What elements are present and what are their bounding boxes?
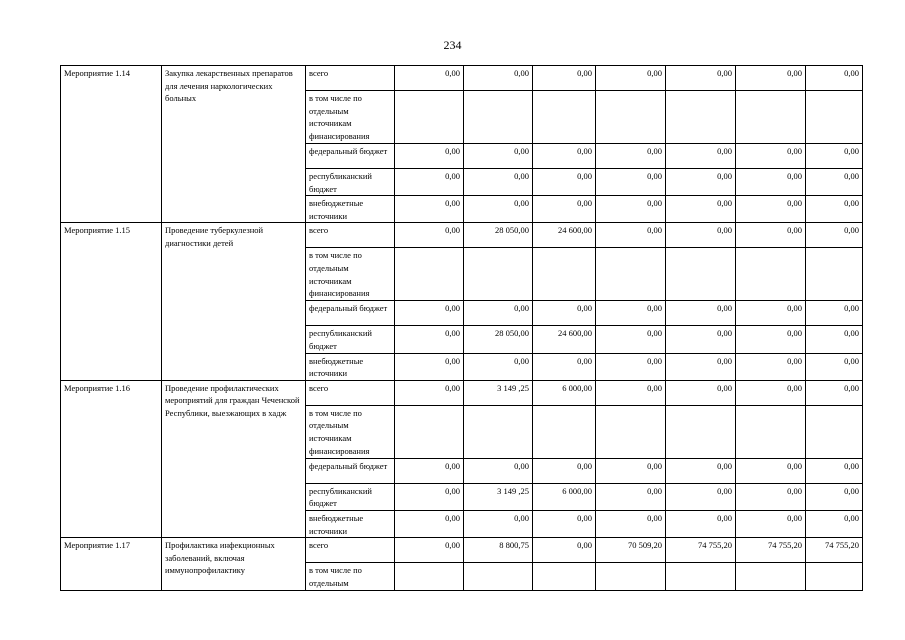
amount-cell (596, 563, 666, 591)
amount-cell: 0,00 (806, 326, 863, 353)
amount-cell (533, 91, 596, 144)
event-code-cell: Мероприятие 1.16 (61, 380, 162, 537)
amount-cell: 0,00 (395, 301, 464, 326)
amount-cell (464, 563, 533, 591)
amount-cell: 0,00 (533, 510, 596, 537)
amount-cell (806, 248, 863, 301)
amount-cell: 0,00 (533, 144, 596, 169)
amount-cell: 0,00 (736, 223, 806, 248)
amount-cell: 0,00 (596, 169, 666, 196)
amount-cell: 0,00 (666, 144, 736, 169)
event-description-cell: Профилактика инфекционных заболеваний, включая иммунопрофилактику (162, 538, 306, 591)
amount-cell: 0,00 (464, 301, 533, 326)
amount-cell: 0,00 (395, 66, 464, 91)
amount-cell (806, 405, 863, 458)
amount-cell: 74 755,20 (806, 538, 863, 563)
amount-cell: 0,00 (806, 144, 863, 169)
amount-cell: 0,00 (666, 510, 736, 537)
amount-cell: 0,00 (806, 510, 863, 537)
funding-source-cell: в том числе по отдельным источникам финансирования (306, 248, 395, 301)
amount-cell (596, 248, 666, 301)
amount-cell: 0,00 (736, 196, 806, 223)
amount-cell: 0,00 (736, 169, 806, 196)
amount-cell: 0,00 (666, 66, 736, 91)
amount-cell: 0,00 (806, 483, 863, 510)
funding-source-cell: республиканский бюджет (306, 483, 395, 510)
amount-cell: 24 600,00 (533, 326, 596, 353)
amount-cell: 70 509,20 (596, 538, 666, 563)
amount-cell (464, 405, 533, 458)
funding-source-cell: всего (306, 66, 395, 91)
amount-cell: 0,00 (395, 380, 464, 405)
event-description-cell: Проведение профилактических мероприятий для граждан Чеченской Республики, выезжающих в хадж (162, 380, 306, 537)
funding-source-cell: республиканский бюджет (306, 326, 395, 353)
amount-cell: 0,00 (533, 196, 596, 223)
amount-cell: 28 050,00 (464, 326, 533, 353)
event-code-cell: Мероприятие 1.14 (61, 66, 162, 223)
amount-cell: 0,00 (666, 483, 736, 510)
amount-cell (395, 91, 464, 144)
amount-cell: 0,00 (666, 380, 736, 405)
amount-cell (736, 248, 806, 301)
amount-cell: 0,00 (736, 301, 806, 326)
event-description-cell: Проведение туберкулезной диагностики детей (162, 223, 306, 380)
amount-cell: 0,00 (596, 353, 666, 380)
amount-cell (736, 405, 806, 458)
amount-cell (666, 248, 736, 301)
amount-cell: 0,00 (464, 196, 533, 223)
amount-cell: 0,00 (806, 301, 863, 326)
amount-cell: 0,00 (533, 353, 596, 380)
amount-cell (736, 563, 806, 591)
amount-cell: 0,00 (666, 458, 736, 483)
amount-cell (596, 405, 666, 458)
amount-cell (806, 91, 863, 144)
funding-source-cell: федеральный бюджет (306, 301, 395, 326)
amount-cell: 0,00 (736, 458, 806, 483)
budget-table (60, 65, 863, 591)
amount-cell: 0,00 (464, 66, 533, 91)
amount-cell: 0,00 (395, 144, 464, 169)
amount-cell: 0,00 (596, 380, 666, 405)
amount-cell (533, 563, 596, 591)
amount-cell: 0,00 (395, 169, 464, 196)
table-row (61, 223, 863, 248)
amount-cell: 0,00 (806, 169, 863, 196)
event-description-cell: Закупка лекарственных препаратов для лечения наркологических больных (162, 66, 306, 223)
amount-cell: 0,00 (596, 510, 666, 537)
amount-cell: 0,00 (395, 196, 464, 223)
amount-cell: 0,00 (666, 196, 736, 223)
amount-cell: 0,00 (395, 510, 464, 537)
funding-source-cell: внебюджетные источники (306, 196, 395, 223)
amount-cell (464, 248, 533, 301)
amount-cell: 0,00 (464, 353, 533, 380)
funding-source-cell: федеральный бюджет (306, 144, 395, 169)
amount-cell: 0,00 (806, 223, 863, 248)
amount-cell: 0,00 (736, 66, 806, 91)
amount-cell: 74 755,20 (736, 538, 806, 563)
amount-cell: 0,00 (736, 326, 806, 353)
amount-cell: 0,00 (596, 458, 666, 483)
amount-cell: 0,00 (666, 301, 736, 326)
amount-cell (395, 248, 464, 301)
amount-cell (395, 563, 464, 591)
amount-cell: 0,00 (533, 538, 596, 563)
amount-cell: 8 800,75 (464, 538, 533, 563)
amount-cell (596, 91, 666, 144)
amount-cell: 0,00 (736, 483, 806, 510)
amount-cell: 0,00 (533, 169, 596, 196)
amount-cell (395, 405, 464, 458)
amount-cell: 74 755,20 (666, 538, 736, 563)
amount-cell: 0,00 (806, 380, 863, 405)
amount-cell: 0,00 (596, 196, 666, 223)
amount-cell (736, 91, 806, 144)
amount-cell: 0,00 (395, 483, 464, 510)
amount-cell: 0,00 (736, 380, 806, 405)
amount-cell: 0,00 (596, 223, 666, 248)
funding-source-cell: в том числе по отдельным источникам финансирования (306, 91, 395, 144)
amount-cell: 3 149 ,25 (464, 380, 533, 405)
funding-source-cell: в том числе по отдельным (306, 563, 395, 591)
amount-cell: 0,00 (464, 169, 533, 196)
funding-source-cell: в том числе по отдельным источникам финансирования (306, 405, 395, 458)
amount-cell: 0,00 (395, 326, 464, 353)
table-row (61, 66, 863, 91)
amount-cell: 6 000,00 (533, 483, 596, 510)
table-row (61, 380, 863, 405)
amount-cell: 0,00 (666, 353, 736, 380)
amount-cell: 0,00 (806, 458, 863, 483)
amount-cell: 0,00 (806, 66, 863, 91)
amount-cell (666, 563, 736, 591)
amount-cell (533, 248, 596, 301)
amount-cell: 3 149 ,25 (464, 483, 533, 510)
amount-cell (806, 563, 863, 591)
amount-cell: 0,00 (806, 353, 863, 380)
amount-cell: 28 050,00 (464, 223, 533, 248)
amount-cell (666, 405, 736, 458)
amount-cell: 0,00 (666, 326, 736, 353)
amount-cell: 0,00 (666, 169, 736, 196)
amount-cell: 0,00 (533, 458, 596, 483)
amount-cell: 0,00 (395, 458, 464, 483)
amount-cell: 0,00 (596, 66, 666, 91)
funding-source-cell: республиканский бюджет (306, 169, 395, 196)
funding-source-cell: всего (306, 380, 395, 405)
funding-source-cell: всего (306, 538, 395, 563)
budget-table-body (61, 66, 863, 591)
amount-cell: 0,00 (596, 144, 666, 169)
amount-cell: 24 600,00 (533, 223, 596, 248)
funding-source-cell: внебюджетные источники (306, 510, 395, 537)
funding-source-cell: внебюджетные источники (306, 353, 395, 380)
funding-source-cell: всего (306, 223, 395, 248)
amount-cell: 0,00 (395, 223, 464, 248)
funding-source-cell: федеральный бюджет (306, 458, 395, 483)
amount-cell: 0,00 (464, 144, 533, 169)
amount-cell: 0,00 (464, 458, 533, 483)
amount-cell: 0,00 (533, 66, 596, 91)
amount-cell: 0,00 (395, 538, 464, 563)
page-number: 234 (443, 38, 462, 52)
amount-cell (533, 405, 596, 458)
amount-cell: 0,00 (736, 353, 806, 380)
amount-cell: 0,00 (666, 223, 736, 248)
amount-cell: 6 000,00 (533, 380, 596, 405)
amount-cell: 0,00 (596, 301, 666, 326)
event-code-cell: Мероприятие 1.17 (61, 538, 162, 591)
amount-cell: 0,00 (596, 326, 666, 353)
amount-cell: 0,00 (464, 510, 533, 537)
amount-cell: 0,00 (806, 196, 863, 223)
event-code-cell: Мероприятие 1.15 (61, 223, 162, 380)
amount-cell: 0,00 (596, 483, 666, 510)
amount-cell (666, 91, 736, 144)
amount-cell: 0,00 (736, 510, 806, 537)
table-row (61, 538, 863, 563)
amount-cell (464, 91, 533, 144)
amount-cell: 0,00 (395, 353, 464, 380)
amount-cell: 0,00 (533, 301, 596, 326)
amount-cell: 0,00 (736, 144, 806, 169)
